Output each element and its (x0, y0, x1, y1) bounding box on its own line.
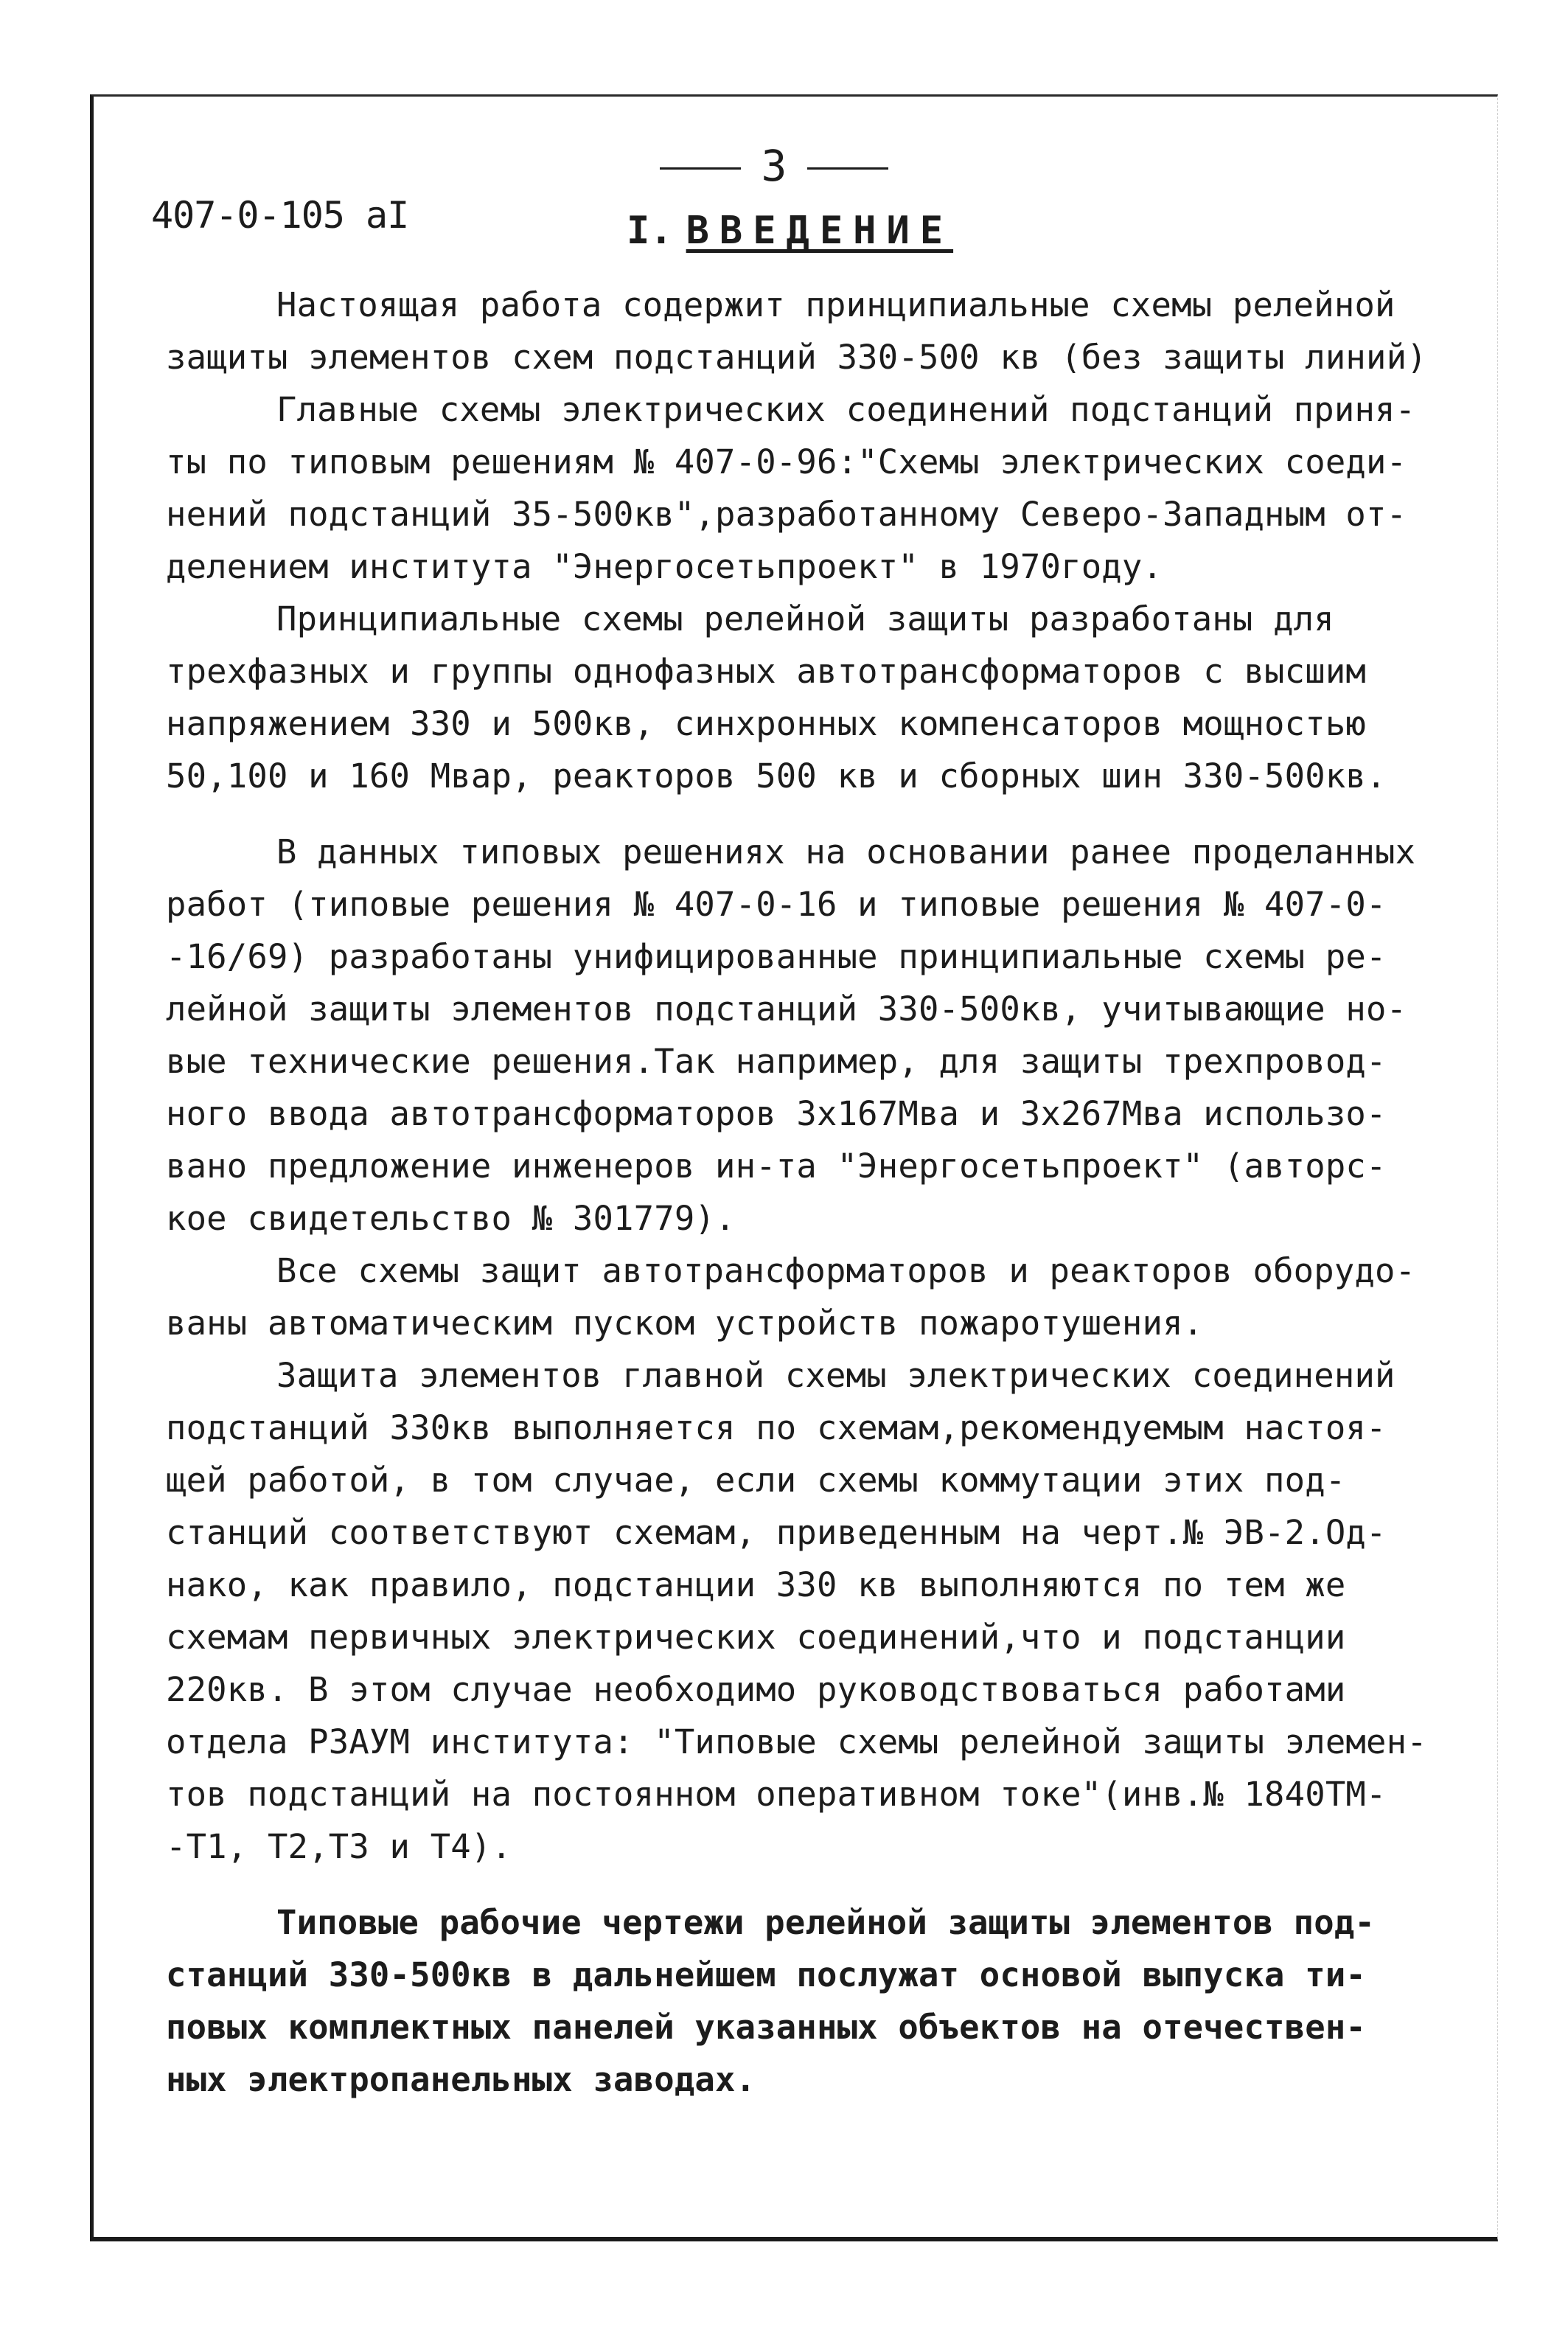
text-line: кое свидетельство № 301779). (166, 1199, 736, 1238)
text-line: вые технические решения.Так например, для защиты трехпровод- (166, 1042, 1387, 1081)
body-text (166, 279, 1463, 2106)
text-line: щей работой, в том случае, если схемы коммутации этих под- (166, 1461, 1346, 1500)
text-line: Защита элементов главной схемы электрических соединений (276, 1356, 1395, 1395)
text-line: ваны автоматическим пуском устройств пожаротушения. (166, 1304, 1204, 1343)
text-line: лейной защиты элементов подстанций 330-500кв, учитывающие но- (166, 989, 1407, 1029)
page-number: 3 (634, 140, 914, 192)
paragraph (166, 826, 1463, 1245)
text-line: нений подстанций 35-500кв",разработанному Северо-Западным от- (166, 495, 1407, 534)
section-heading (627, 208, 953, 254)
text-line: Все схемы защит автотрансформаторов и реакторов оборудо- (276, 1251, 1416, 1290)
text-line: ных электропанельных заводах. (166, 2060, 756, 2099)
document-code: 407-0-105 aI (151, 194, 409, 237)
page-number-dash-right (807, 167, 888, 170)
text-line: Главные схемы электрических соединений подстанций приня- (276, 390, 1416, 429)
text-line: тов подстанций на постоянном оперативном токе"(инв.№ 1840ТМ- (166, 1775, 1387, 1814)
text-line: работ (типовые решения № 407-0-16 и типовые решения № 407-0- (166, 885, 1387, 924)
text-line: ты по типовым решениям № 407-0-96:"Схемы электрических соеди- (166, 442, 1407, 481)
text-line: вано предложение инженеров ин-та "Энергосетьпроект" (авторс- (166, 1147, 1387, 1186)
text-line: 220кв. В этом случае необходимо руководствоваться работами (166, 1670, 1346, 1709)
text-line: нако, как правило, подстанции 330 кв выполняются по тем же (166, 1565, 1346, 1604)
text-line: делением института "Энергосетьпроект" в 1970году. (166, 547, 1163, 586)
text-line: схемам первичных электрических соединений,что и подстанции (166, 1618, 1346, 1657)
page-number-dash-left (660, 167, 741, 170)
paragraph (166, 279, 1463, 383)
paragraph (166, 1896, 1463, 2106)
paragraph (166, 383, 1463, 593)
text-line: защиты элементов схем подстанций 330-500 кв (без защиты линий) (166, 338, 1427, 377)
text-line: Принципиальные схемы релейной защиты разработаны для (276, 599, 1334, 639)
text-line: Типовые рабочие чертежи релейной защиты элементов под- (276, 1903, 1376, 1942)
text-line: отдела РЗАУМ института: "Типовые схемы релейной защиты элемен- (166, 1722, 1427, 1761)
text-line: станций 330-500кв в дальнейшем послужат основой выпуска ти- (166, 1955, 1367, 1994)
text-line: ного ввода автотрансформаторов 3х167Мва и 3х267Мва использо- (166, 1094, 1387, 1133)
text-line: -Т1, Т2,Т3 и Т4). (166, 1827, 512, 1866)
section-number: I. (627, 209, 673, 253)
text-line: 50,100 и 160 Мвар, реакторов 500 кв и сборных шин 330-500кв. (166, 756, 1387, 796)
text-line: подстанций 330кв выполняется по схемам,рекомендуемым настоя- (166, 1408, 1387, 1447)
text-line: -16/69) разработаны унифицированные принципиальные схемы ре- (166, 937, 1387, 976)
text-line: В данных типовых решениях на основании ранее проделанных (276, 832, 1416, 871)
text-line: повых комплектных панелей указанных объектов на отечествен- (166, 2008, 1367, 2047)
paragraph (166, 1349, 1463, 1873)
text-line: Настоящая работа содержит принципиальные схемы релейной (276, 285, 1395, 324)
paragraph (166, 1245, 1463, 1349)
paragraph (166, 593, 1463, 802)
section-title: ВВЕДЕНИЕ (686, 209, 954, 253)
text-line: напряжением 330 и 500кв, синхронных компенсаторов мощностью (166, 704, 1367, 743)
text-line: станций соответствуют схемам, приведенным на черт.№ ЭВ-2.Од- (166, 1513, 1387, 1552)
text-line: трехфазных и группы однофазных автотрансформаторов с высшим (166, 652, 1367, 691)
